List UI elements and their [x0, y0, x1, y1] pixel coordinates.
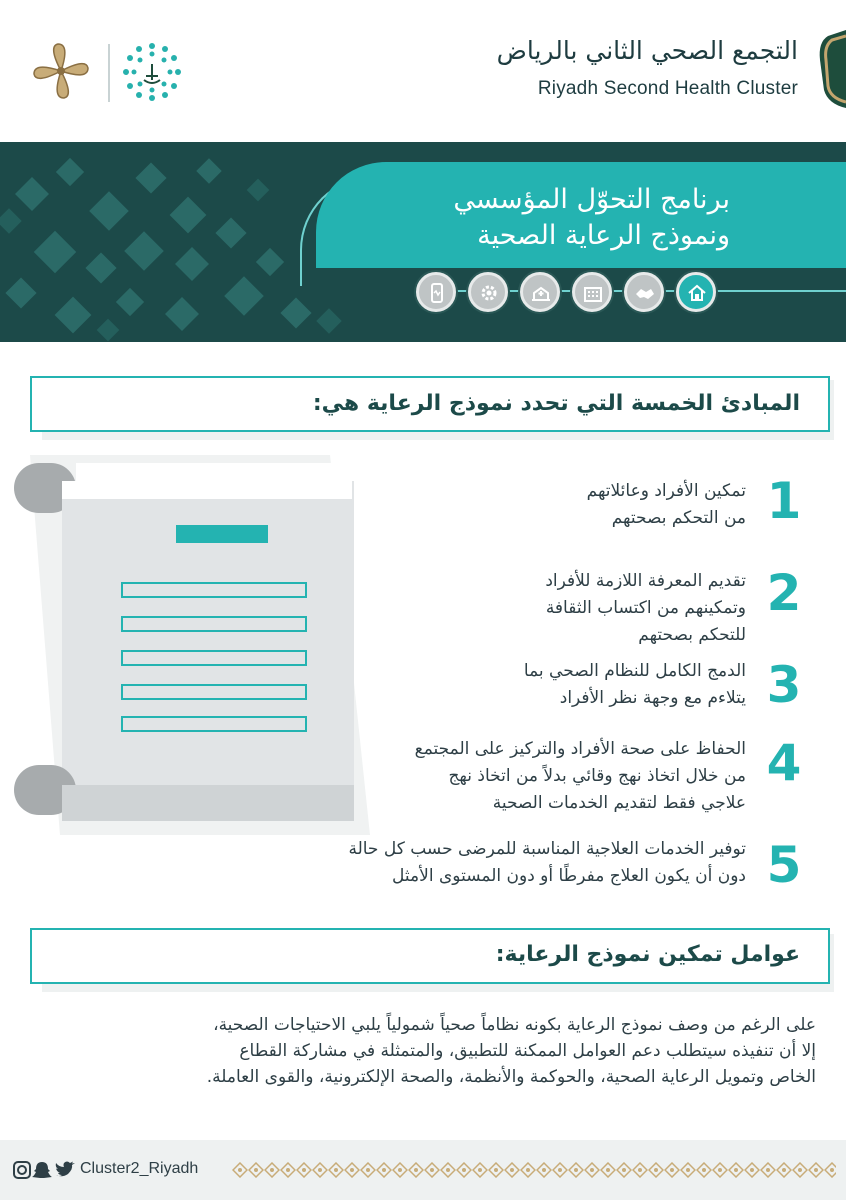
principles-heading: المبادئ الخمسة التي تحدد نموذج الرعاية هي:	[312, 391, 800, 416]
principle-number-4	[762, 734, 806, 792]
principle-number-1	[762, 472, 806, 530]
principle-line: تقديم المعرفة اللازمة للأفراد	[545, 571, 746, 591]
principle-1	[587, 478, 746, 532]
principle-number-2	[762, 564, 806, 622]
cluster-logo-icon	[816, 30, 846, 108]
header	[0, 0, 846, 142]
document-scroll-illustration	[0, 455, 370, 835]
vision-flower-logo-icon	[30, 40, 92, 102]
footer	[0, 1140, 846, 1200]
principle-line: دون أن يكون العلاج مفرطًا أو دون المستوى الأمثل	[392, 866, 746, 886]
banner-title-line-1: برنامج التحوّل المؤسسي	[453, 184, 730, 215]
org-name-english: Riyadh Second Health Cluster	[537, 78, 798, 99]
principle-line: علاجي فقط لتقديم الخدمات الصحية	[492, 793, 746, 813]
org-name-arabic: التجمع الصحي الثاني بالرياض	[496, 36, 798, 65]
principle-2	[545, 568, 746, 649]
handshake-icon	[624, 272, 664, 312]
principle-number-5	[762, 836, 806, 894]
principle-line: يتلاءم مع وجهة نظر الأفراد	[559, 688, 746, 708]
social-icons	[12, 1160, 76, 1180]
principle-line: توفير الخدمات العلاجية المناسبة للمرضى حسب كل حالة	[348, 839, 746, 859]
footer-ornament	[232, 1162, 836, 1178]
principle-number: 4	[766, 734, 802, 792]
paragraph-line: إلا أن تنفيذه سيتطلب دعم العوامل الممكنة للتطبيق، والمتمثلة في مشاركة القطاع	[239, 1041, 816, 1061]
principle-line: الدمج الكامل للنظام الصحي بما	[523, 661, 746, 681]
program-banner	[0, 142, 846, 342]
ministry-logo-icon	[120, 40, 184, 104]
snapchat-icon[interactable]	[32, 1162, 52, 1178]
twitter-icon[interactable]	[56, 1162, 75, 1177]
phone-icon	[416, 272, 456, 312]
instagram-icon[interactable]	[14, 1162, 30, 1178]
principle-number-3	[762, 656, 806, 714]
principle-line: الحفاظ على صحة الأفراد والتركيز على المجتمع	[414, 739, 746, 759]
paragraph-line: على الرغم من وصف نموذج الرعاية بكونه نظاماً صحياً شمولياً يلبي الاحتياجات الصحية،	[213, 1015, 816, 1035]
footer-social-handle[interactable]: Cluster2_Riyadh	[80, 1160, 199, 1177]
principle-number: 5	[766, 836, 802, 894]
principle-number: 2	[766, 564, 802, 622]
enablers-paragraph	[26, 1012, 816, 1090]
header-divider	[108, 44, 110, 102]
principle-line: تمكين الأفراد وعائلاتهم	[586, 481, 746, 501]
principle-5	[348, 836, 746, 890]
principles-heading-box	[30, 376, 830, 432]
principle-line: للتحكم بصحتهم	[638, 625, 746, 645]
home-icon	[676, 272, 716, 312]
building-icon	[572, 272, 612, 312]
banner-title-line-2: ونموذج الرعاية الصحية	[477, 220, 730, 251]
principle-number: 3	[766, 656, 802, 714]
principle-line: من التحكم بصحتهم	[611, 508, 746, 528]
principle-line: وتمكينهم من اكتساب الثقافة	[545, 598, 746, 618]
principle-line: من خلال اتخاذ نهج وقائي بدلاً من اتخاذ نهج	[448, 766, 746, 786]
principle-3	[524, 658, 746, 712]
enablers-heading: عوامل تمكين نموذج الرعاية:	[495, 942, 800, 967]
banner-title	[453, 182, 730, 254]
principle-number: 1	[766, 472, 802, 530]
principle-4	[415, 736, 746, 817]
enablers-heading-box	[30, 928, 830, 984]
gear-icon	[468, 272, 508, 312]
paragraph-line: الخاص وتمويل الرعاية الصحية، والحوكمة والأنظمة، والصحة الإلكترونية، والقوى العاملة.	[206, 1067, 816, 1087]
hospital-icon	[520, 272, 560, 312]
